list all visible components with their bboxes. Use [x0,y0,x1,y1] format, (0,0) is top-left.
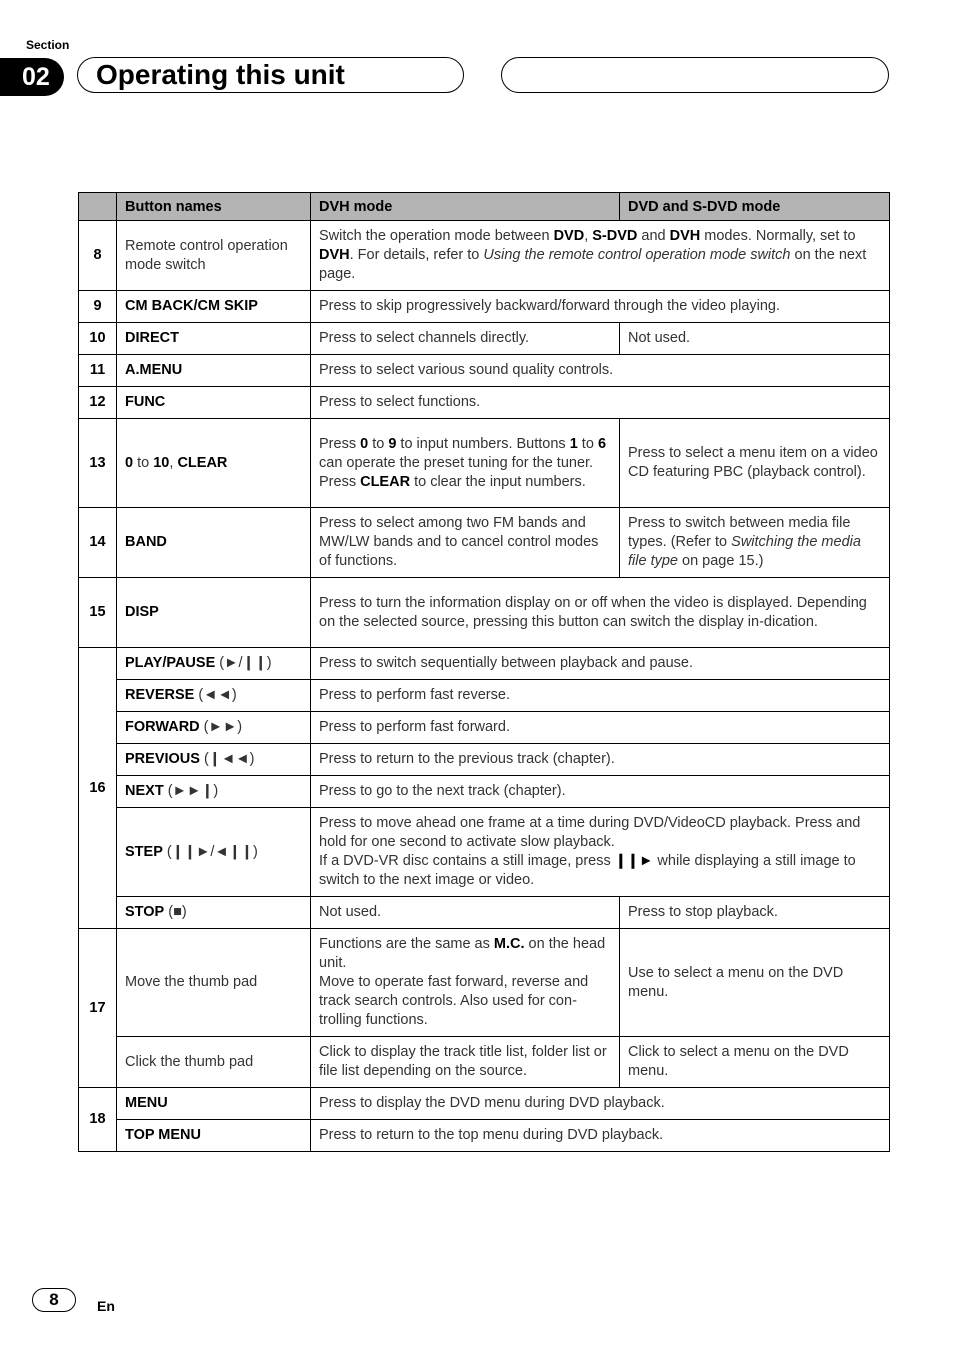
function-description: Switch the operation mode between DVD, S-DVD and DVH modes. Normally, set to DVH. For details, refer to Using the remote control operation mode switch on the next page. [311,221,890,291]
row-number: 12 [79,387,117,419]
dvd-description: Not used. [620,323,890,355]
button-name: CM BACK/CM SKIP [117,291,311,323]
table-row [79,680,890,712]
dvd-description: Press to switch between media file types. (Refer to Switching the media file type on page 15.) [620,508,890,578]
table-row [79,578,890,648]
row-number: 18 [79,1088,117,1152]
button-name: DIRECT [117,323,311,355]
row-number: 14 [79,508,117,578]
table-row [79,387,890,419]
page-title-frame [77,57,464,93]
function-description: Press to skip progressively backward/forward through the video playing. [311,291,890,323]
table-row [79,1037,890,1088]
function-description: Press to perform fast forward. [311,712,890,744]
function-description: Press to return to the top menu during DVD playback. [311,1120,890,1152]
dvh-description: Press to select channels directly. [311,323,620,355]
dvd-description: Press to select a menu item on a video CD featuring PBC (playback control). [620,419,890,508]
button-name: REVERSE (◄◄) [117,680,311,712]
function-description: Press to go to the next track (chapter). [311,776,890,808]
section-label: Section [26,38,70,52]
dvd-description: Use to select a menu on the DVD menu. [620,929,890,1037]
dvh-description: Not used. [311,897,620,929]
table-header-row [79,193,890,221]
table-row [79,897,890,929]
header-button-names: Button names [117,193,311,221]
table-row [79,323,890,355]
button-name: FUNC [117,387,311,419]
button-name: Move the thumb pad [117,929,311,1037]
row-number: 8 [79,221,117,291]
table-row [79,221,890,291]
row-number: 15 [79,578,117,648]
function-description: Press to select various sound quality controls. [311,355,890,387]
table-row [79,508,890,578]
dvh-description: Click to display the track title list, folder list or file list depending on the source. [311,1037,620,1088]
function-description: Press to move ahead one frame at a time during DVD/VideoCD playback. Press and hold for one second to activate slow playback. If a DVD-VR disc contains a still image, press ❙❙► while displaying a still image to switch to the next image or video. [311,808,890,897]
row-number: 11 [79,355,117,387]
header-number [79,193,117,221]
button-name: STEP (❙❙►/◄❙❙) [117,808,311,897]
table-row [79,291,890,323]
table-row [79,419,890,508]
page-number: 8 [32,1288,76,1312]
button-name: Remote control operation mode switch [117,221,311,291]
row-number: 13 [79,419,117,508]
button-name: TOP MENU [117,1120,311,1152]
button-name: NEXT (►►❙) [117,776,311,808]
row-number: 10 [79,323,117,355]
function-description: Press to perform fast reverse. [311,680,890,712]
function-description: Press to switch sequentially between playback and pause. [311,648,890,680]
row-number: 16 [79,648,117,929]
table-row [79,929,890,1037]
table-row [79,648,890,680]
table-row [79,712,890,744]
dvh-description: Press 0 to 9 to input numbers. Buttons 1 to 6 can operate the preset tuning for the tuner. Press CLEAR to clear the input numbers. [311,419,620,508]
button-name: DISP [117,578,311,648]
language-label: En [97,1298,115,1314]
header-dvd-mode: DVD and S-DVD mode [620,193,890,221]
section-number-badge: 02 [0,58,64,96]
button-functions-table [78,192,890,1152]
button-name: BAND [117,508,311,578]
page-title: Operating this unit [96,59,345,90]
table-row [79,1088,890,1120]
function-description: Press to return to the previous track (chapter). [311,744,890,776]
table-row [79,744,890,776]
button-name: STOP (■) [117,897,311,929]
dvd-description: Click to select a menu on the DVD menu. [620,1037,890,1088]
dvh-description: Press to select among two FM bands and MW/LW bands and to cancel control modes of functions. [311,508,620,578]
table-row [79,776,890,808]
dvh-description: Functions are the same as M.C. on the head unit. Move to operate fast forward, reverse and track search controls. Also used for con-trolling functions. [311,929,620,1037]
table-row [79,355,890,387]
function-description: Press to select functions. [311,387,890,419]
function-description: Press to turn the information display on or off when the video is displayed. Depending on the selected source, pressing this button can switch the display in-dication. [311,578,890,648]
dvd-description: Press to stop playback. [620,897,890,929]
button-name: PLAY/PAUSE (►/❙❙) [117,648,311,680]
row-number: 17 [79,929,117,1088]
header-dvh-mode: DVH mode [311,193,620,221]
table-row [79,808,890,897]
button-name: PREVIOUS (❙◄◄) [117,744,311,776]
row-number: 9 [79,291,117,323]
button-name: FORWARD (►►) [117,712,311,744]
subtitle-frame [501,57,889,93]
table-row [79,1120,890,1152]
button-name: A.MENU [117,355,311,387]
function-description: Press to display the DVD menu during DVD playback. [311,1088,890,1120]
button-name: Click the thumb pad [117,1037,311,1088]
button-name: MENU [117,1088,311,1120]
button-name: 0 to 10, CLEAR [117,419,311,508]
